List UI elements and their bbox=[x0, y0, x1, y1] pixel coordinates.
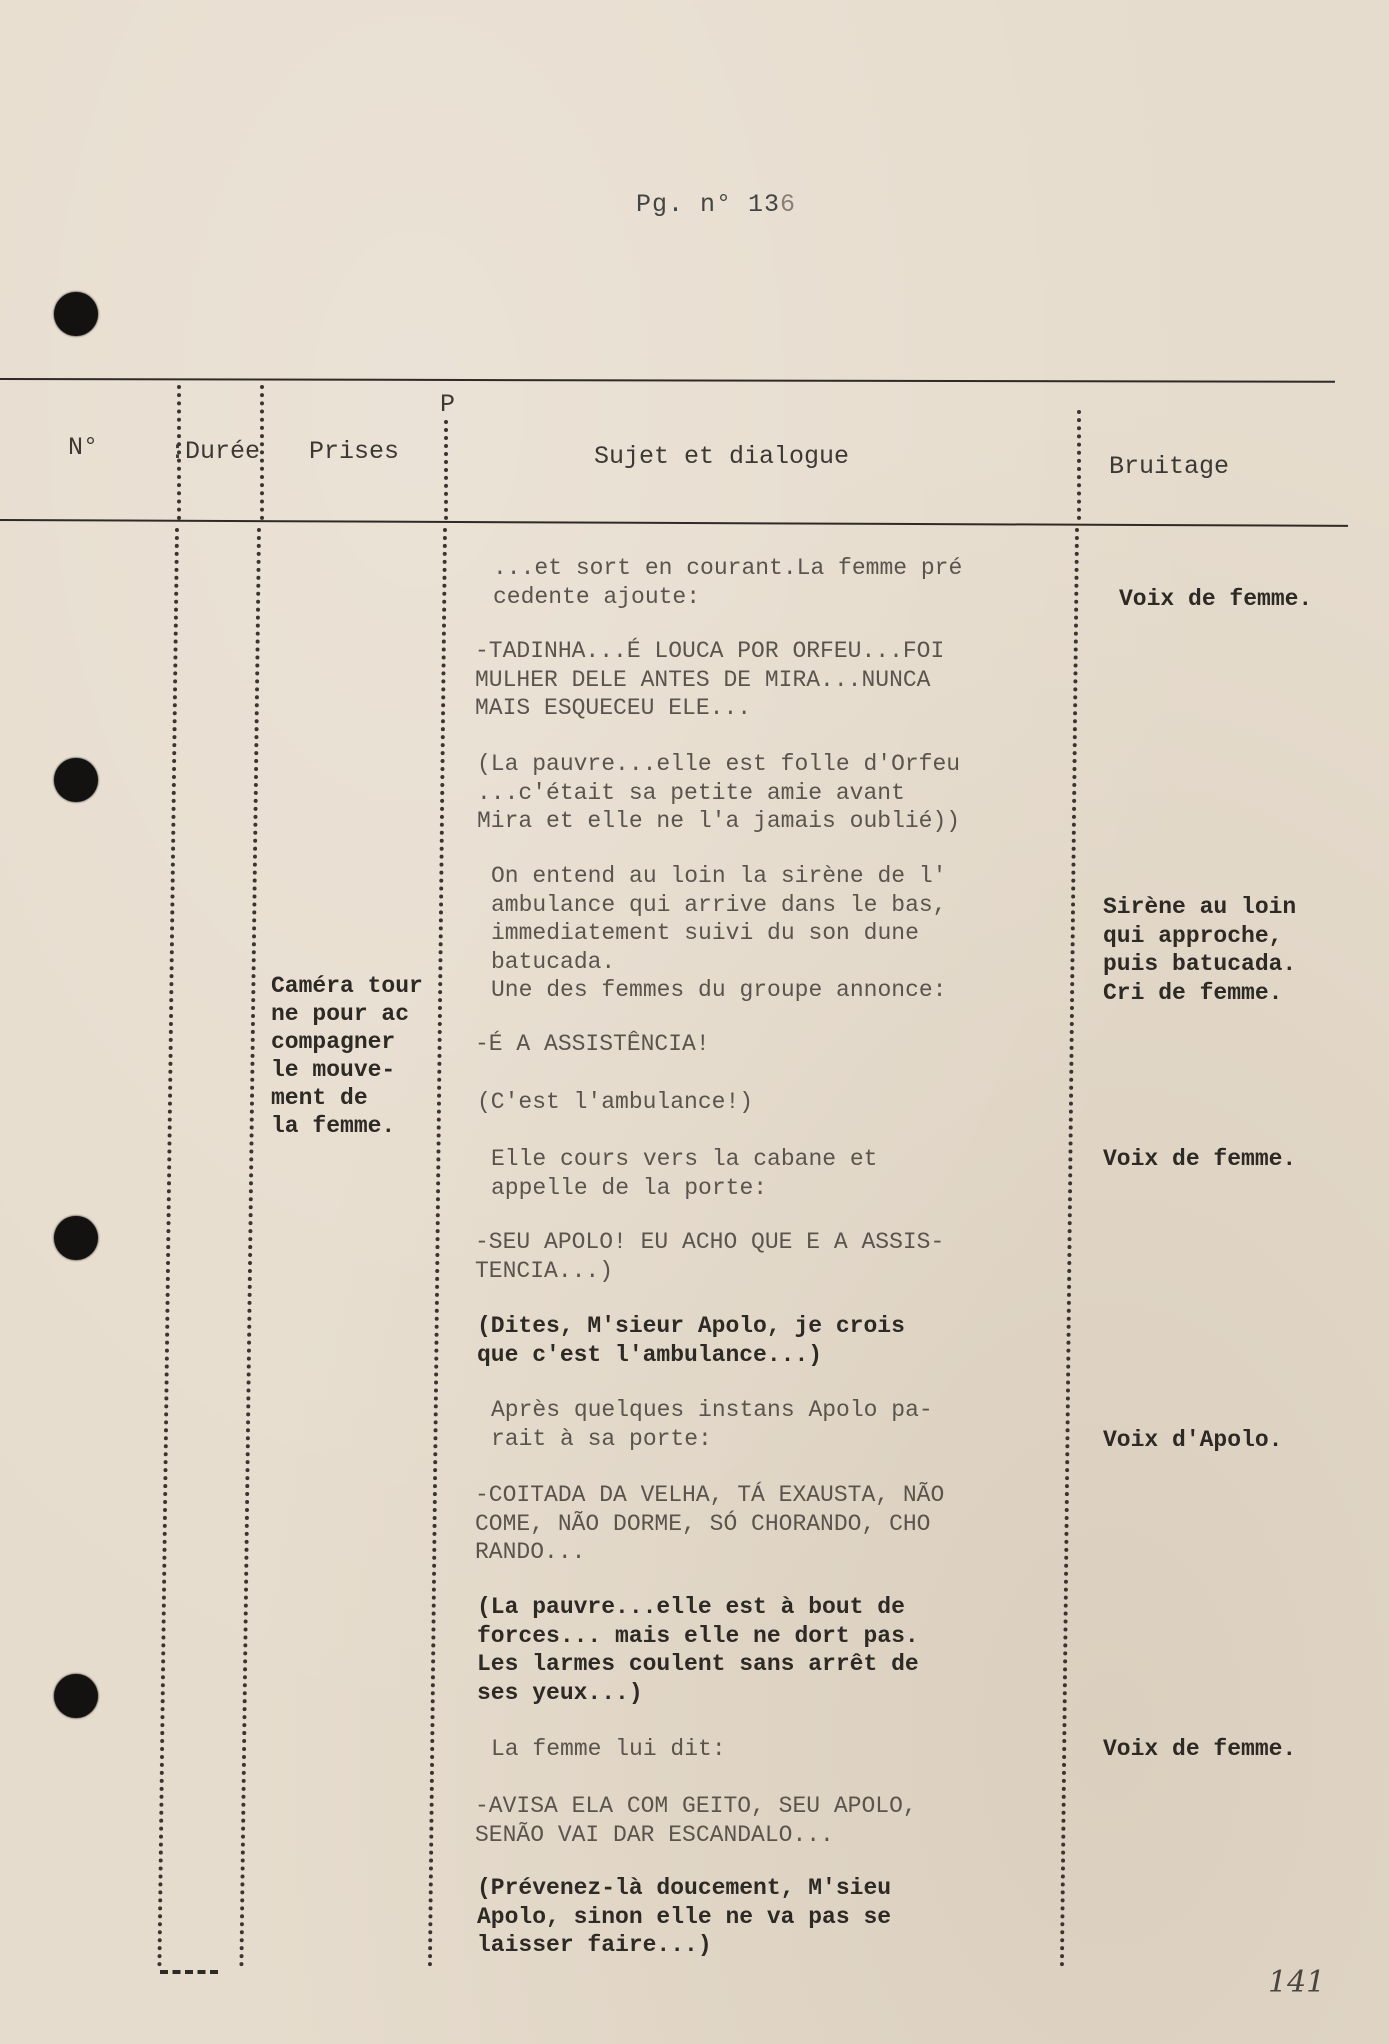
dialogue-block: La femme lui dit: bbox=[491, 1736, 726, 1762]
sound-effect-note: Voix de femme. bbox=[1119, 586, 1313, 612]
dialogue-block: (C'est l'ambulance!) bbox=[477, 1089, 754, 1115]
sound-effect-note: Sirène au loin qui approche, puis batucada. Cri de femme. bbox=[1103, 894, 1297, 1006]
dialogue-block: (La pauvre...elle est à bout de forces... mais elle ne dort pas. Les larmes coulent sans arrêt de ses yeux...) bbox=[477, 1594, 919, 1706]
dialogue-block: -SEU APOLO! EU ACHO QUE E A ASSIS- TENCIA...) bbox=[475, 1229, 945, 1284]
column-header-sujet: Sujet et dialogue bbox=[594, 442, 850, 471]
column-separator-duree bbox=[157, 528, 179, 1968]
column-header-p: P bbox=[440, 390, 456, 419]
punch-hole-icon bbox=[54, 1216, 98, 1260]
sound-effect-note: Voix d'Apolo. bbox=[1103, 1427, 1283, 1453]
end-dash-mark bbox=[160, 1970, 218, 1974]
column-separator-prises bbox=[239, 528, 261, 1968]
prises-camera-note: Caméra tour ne pour ac compagner le mouve- ment de la femme. bbox=[271, 973, 423, 1139]
column-header-prises: Prises bbox=[309, 437, 400, 466]
sound-effect-note: Voix de femme. bbox=[1103, 1736, 1297, 1762]
column-separator-bruitage bbox=[1060, 528, 1079, 1968]
sound-effect-note: Voix de femme. bbox=[1103, 1146, 1297, 1172]
dialogue-block: ...et sort en courant.La femme pré cedente ajoute: bbox=[493, 555, 963, 610]
dialogue-block: Après quelques instans Apolo pa- rait à sa porte: bbox=[491, 1397, 933, 1452]
handwritten-folio-number: 141 bbox=[1268, 1965, 1326, 2000]
page-number bbox=[636, 190, 796, 219]
punch-hole-icon bbox=[54, 1674, 98, 1718]
dialogue-block: (Dites, M'sieur Apolo, je crois que c'est l'ambulance...) bbox=[477, 1313, 905, 1368]
dialogue-block: -AVISA ELA COM GEITO, SEU APOLO, SENÃO VAI DAR ESCANDALO... bbox=[475, 1793, 917, 1848]
column-header-no: N° bbox=[68, 433, 99, 462]
dialogue-block: Elle cours vers la cabane et appelle de la porte: bbox=[491, 1146, 878, 1201]
punch-hole-icon bbox=[54, 292, 98, 336]
punch-hole-icon bbox=[54, 758, 98, 802]
column-separator-header bbox=[260, 385, 264, 520]
column-header-bruitage: Bruitage bbox=[1109, 452, 1230, 481]
column-separator-header bbox=[1077, 410, 1081, 520]
dialogue-block: On entend au loin la sirène de l' ambulance qui arrive dans le bas, immediatement suivi du son dune batucada. Une des femmes du groupe annonce: bbox=[491, 863, 947, 1003]
page-number-handwritten: 6 bbox=[780, 190, 797, 219]
dialogue-block: (La pauvre...elle est folle d'Orfeu ...c'était sa petite amie avant Mira et elle ne l'a jamais oublié)) bbox=[477, 751, 961, 834]
header-top-rule bbox=[0, 378, 1335, 383]
column-separator-header bbox=[177, 385, 181, 520]
page-number-label: Pg. n° 13 bbox=[636, 190, 781, 219]
dialogue-block: -COITADA DA VELHA, TÁ EXAUSTA, NÃO COME, NÃO DORME, SÓ CHORANDO, CHO RANDO... bbox=[475, 1482, 945, 1565]
dialogue-block: -É A ASSISTÊNCIA! bbox=[475, 1031, 710, 1057]
dialogue-block: -TADINHA...É LOUCA POR ORFEU...FOI MULHER DELE ANTES DE MIRA...NUNCA MAIS ESQUECEU ELE... bbox=[475, 638, 945, 721]
column-separator-header bbox=[444, 420, 448, 520]
column-header-duree: :Durée bbox=[170, 437, 261, 466]
header-bottom-rule bbox=[0, 519, 1348, 527]
dialogue-block: (Prévenez-là doucement, M'sieu Apolo, sinon elle ne va pas se laisser faire...) bbox=[477, 1875, 892, 1958]
column-separator-p bbox=[428, 528, 447, 1968]
